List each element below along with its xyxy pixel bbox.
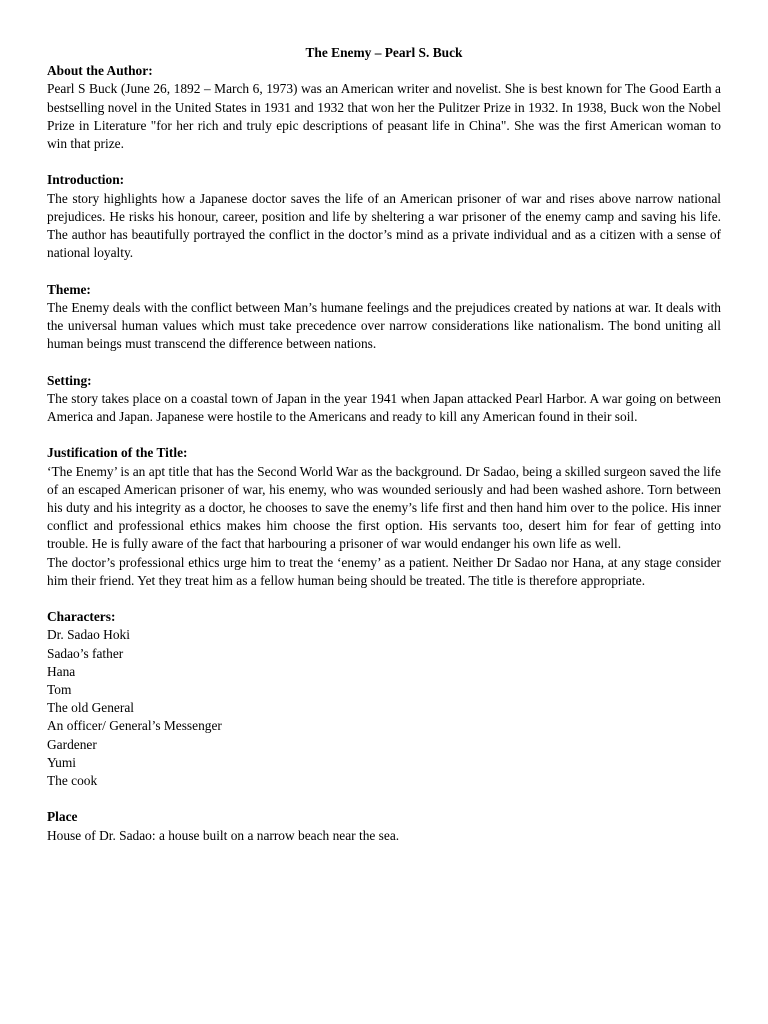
character-item: Sadao’s father xyxy=(47,645,124,661)
spacer xyxy=(47,153,721,171)
character-item: The old General xyxy=(47,700,134,716)
justification-text-1: ‘The Enemy’ is an apt title that has the Second World War as the background. Dr Sadao, being a skilled surgeon saved the life of an escaped American prisoner of war, his enemy, who was wounded seriously and had been washed ashore. Torn between his duty and his integrity as a doctor, he chooses to save the enemy’s life first and then hand him over to the police. His inner conflict and professional ethics makes him choose the first option. His servants too, desert him for fear of getting into trouble. He is fully aware of the fact that harbouring a prisoner of war would endanger his own life as well. xyxy=(47,463,721,552)
justification-section xyxy=(47,444,721,590)
characters-heading: Characters: xyxy=(47,609,116,625)
about-author-heading: About the Author: xyxy=(47,63,153,79)
character-item: An officer/ General’s Messenger xyxy=(47,718,222,734)
character-item: Dr. Sadao Hoki xyxy=(47,627,130,643)
spacer xyxy=(47,353,721,371)
introduction-text: The story highlights how a Japanese doctor saves the life of an American prisoner of war and rises above narrow national prejudices. He risks his honour, career, position and life by sheltering a war prisoner of the enemy camp and saving his life. The author has beautifully portrayed the conflict in the doctor’s mind as a private individual and as a citizen with a sense of national loyalty. xyxy=(47,190,721,261)
character-item: Yumi xyxy=(47,754,77,770)
place-heading: Place xyxy=(47,809,78,825)
justification-heading: Justification of the Title: xyxy=(47,445,188,461)
spacer xyxy=(47,790,721,808)
setting-heading: Setting: xyxy=(47,372,92,388)
setting-text: The story takes place on a coastal town of Japan in the year 1941 when Japan attacked Pearl Harbor. A war going on between America and Japan. Japanese were hostile to the Americans and ready to kill any American found in their soil. xyxy=(47,390,721,425)
document-title: The Enemy – Pearl S. Buck xyxy=(305,45,463,60)
introduction-heading: Introduction: xyxy=(47,172,125,188)
document-page xyxy=(47,44,721,845)
character-item: Hana xyxy=(47,663,76,679)
character-item: The cook xyxy=(47,773,98,789)
theme-text: The Enemy deals with the conflict between Man’s humane feelings and the prejudices created by nations at war. It deals with the universal human values which must take precedence over narrow considerations like nationalism. The bond uniting all human beings must transcend the difference between nations. xyxy=(47,299,721,352)
characters-section xyxy=(47,608,721,790)
spacer xyxy=(47,426,721,444)
characters-list xyxy=(47,626,721,790)
theme-heading: Theme: xyxy=(47,281,91,297)
theme-section xyxy=(47,281,721,354)
about-author-section xyxy=(47,62,721,153)
place-section xyxy=(47,808,721,844)
spacer xyxy=(47,590,721,608)
character-item: Gardener xyxy=(47,736,97,752)
introduction-section xyxy=(47,171,721,262)
character-item: Tom xyxy=(47,682,72,698)
about-author-text: Pearl S Buck (June 26, 1892 – March 6, 1973) was an American writer and novelist. She is best known for The Good Earth a bestselling novel in the United States in 1931 and 1932 that won her the Pulitzer Prize in 1932. In 1938, Buck won the Nobel Prize in Literature "for her rich and truly epic descriptions of peasant life in China". She was the first American woman to win that prize. xyxy=(47,81,721,152)
spacer xyxy=(47,262,721,280)
justification-text-2: The doctor’s professional ethics urge him to treat the ‘enemy’ as a patient. Neither Dr Sadao nor Hana, at any stage consider him their friend. Yet they treat him as a fellow human being should be treated. The title is therefore appropriate. xyxy=(47,554,721,588)
setting-section xyxy=(47,372,721,427)
place-text: House of Dr. Sadao: a house built on a narrow beach near the sea. xyxy=(47,827,400,843)
